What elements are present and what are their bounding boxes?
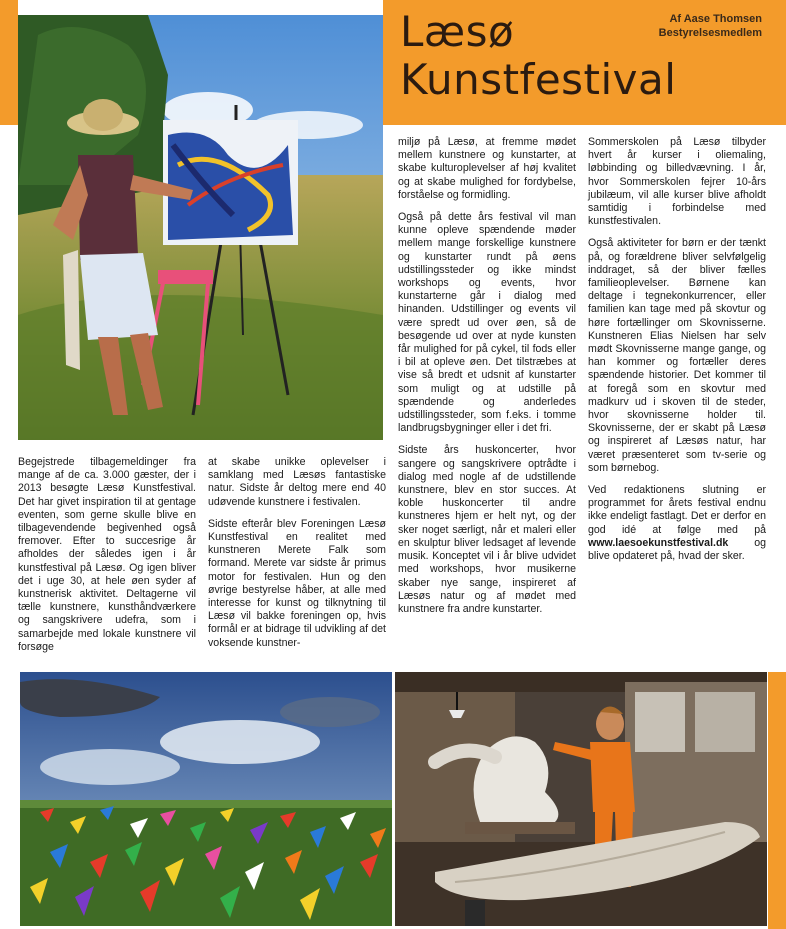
text-column-1 [18,456,196,663]
photo-sculptor-workshop [395,672,767,926]
paragraph: Sidste års huskoncerter, hvor sangere og sangskrivere optrådte i dialog med nogle af de udstillende kunstnere, blev en stor succes. At koble huskoncerter til andre kunstneres hjem er helt nyt, og der sker noget særligt, når et maleri eller en skulptur bliver ledsaget af levende musik. Konceptet vil i år blive udvidet med workshops, hvor musikerne skaber nye sange, inspireret af Læsøs natur og af mødet med kunstnere fra andre kunstarter. [398,444,576,615]
paragraph: Begejstrede tilbagemeldinger fra mange af de ca. 3.000 gæster, der i 2013 besøgte Læsø Kunstfestival. Det har givet inspiration til at gentage eventen, som gerne skulle blive en tilbagevendende begivenhed også fremover. Efter to succesrige år afholdes der således igen i år kunstfestival på Læsø. Og igen bliver det i uge 30, at hele øen syder af kunstnerisk aktivitet. Deltagerne vil tælle kunstnere, kunsthåndværkere og sangskrivere udefra, som i samarbejde med lokale kunstnere vil forsøge [18,456,196,653]
text-column-2 [208,456,386,659]
article-title [400,8,676,104]
festival-website-link[interactable]: www.laesoekunstfestival.dk [588,536,729,549]
paragraph: Sidste efterår blev Foreningen Læsø Kunstfestival en realitet med kunstneren Merete Falk som formand. Merete var sidste år primus motor for festivalen. Hun og den øvrige bestyrelse håber, at alle med interesse for kunst og tilknytning til Læsø vil bakke foreningen op, hvis formål er at bidrage til udvikling af det voksende kunstner- [208,517,386,649]
paragraph: Også aktiviteter for børn er der tænkt på, og forældrene bliver selvfølgelig inddraget, så der bliver fælles familieoplevelser. Børnene kan deltage i tegnekonkurrencer, eller familien kan tage med på skovtur og høre fortællinger om Skovnisserne. Kunstneren Elias Nielsen har selv mødt Skovnisserne mange gange, og han kommer og fortæller deres spændende historier. Det kommer til at foregå som en skovtur med madkurv ud i skoven til de steder, hvor skovnisserne holder til. Skovnisserne, der er skabt på Læsø og inspireret af Læsøs natur, har været præsenteret som tv-serie og som børnebog. [588,237,766,474]
paragraph: Sommerskolen på Læsø tilbyder hvert år kurser i oliemaling, løbbinding og billedvævning. I år, hvor Sommerskolen fejrer 10-års jubilæum, vil alle kurser blive afholdt samtidig i forbindelse med kunstfestivalen. [588,136,766,228]
byline-role: Bestyrelsesmedlem [658,27,762,39]
paragraph: miljø på Læsø, at fremme mødet mellem kunstnere og kunstarter, at skabe kulturoplevelser af høj kvalitet og at skabe mulighed for fordybelse, forståelse og formidling. [398,136,576,201]
paragraph-text: Ved redaktionens slutning er programmet for årets festival endnu ikke endeligt fastlagt. Det er derfor en god idé at følge med på [588,484,766,536]
byline-author: Af Aase Thomsen [669,13,762,25]
title-line-2: Kunstfestival [400,55,677,104]
photo-painter-meadow [18,15,383,440]
paragraph: at skabe unikke oplevelser i samklang med Læsøs fantastiske natur. Sidste år deltog mere end 40 udøvende kunstnere i festivalen. [208,456,386,508]
paragraph: Også på dette års festival vil man kunne opleve spændende møder mellem mange forskellige kunstnere og kunstarter rundt på øens udstillingssteder og ikke mindst workshops og events, hvor kunstarterne går i dialog med hinanden. Udstillinger og events vil være spredt ud over øen, så de besøgende ud over at nyde kunsten får mulighed for på cykel, til fods eller i bil at opleve øen. Det tilstræbes at vise så bredt et udsnit af kunstarter som muligt og at udstille på spændende og anderledes udstillingssteder, som f.eks. i tomme landbrugsbygninger eller i det fri. [398,211,576,435]
paragraph-text: og blive opdateret på, hvad der sker. [588,536,766,563]
title-line-1: Læsø [400,7,515,56]
photo-flags-field [20,672,392,926]
paragraph [588,484,766,563]
byline [659,12,762,40]
orange-accent-left [0,0,18,125]
text-column-3 [398,136,576,625]
text-column-4 [588,136,766,572]
orange-accent-right [768,672,786,929]
